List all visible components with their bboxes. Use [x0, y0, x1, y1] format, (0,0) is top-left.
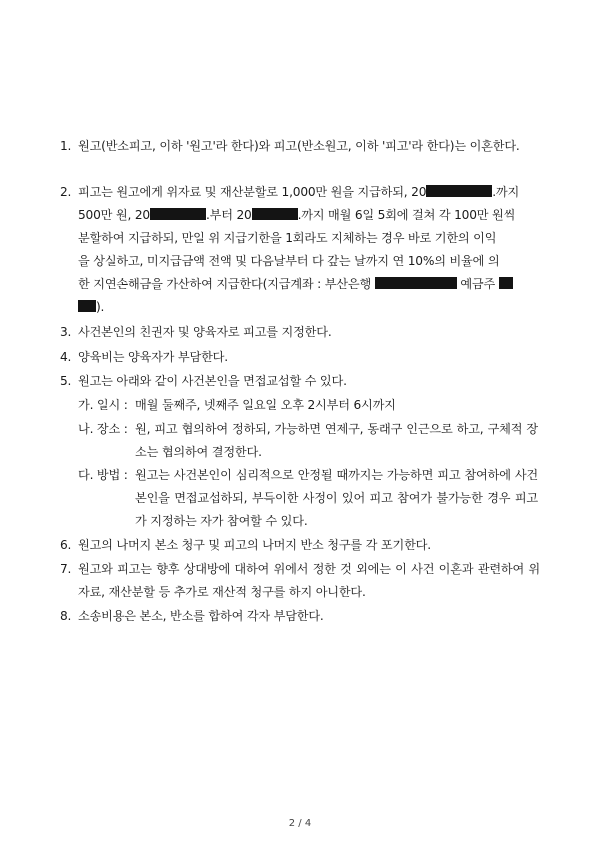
- text-fragment: .까지: [492, 185, 520, 199]
- clause-line: [78, 204, 540, 227]
- clause-text: 원고는 아래와 같이 사건본인을 면접교섭할 수 있다.: [78, 374, 347, 388]
- clause-number: 6.: [60, 538, 72, 552]
- clause-2: [60, 181, 540, 319]
- clause-text: 소송비용은 본소, 반소를 합하여 각자 부담한다.: [78, 609, 324, 623]
- text-fragment: 피고는 원고에게 위자료 및 재산분할로 1,000만 원을 지급하되, 20: [78, 185, 427, 199]
- clause-number: 8.: [60, 609, 72, 623]
- sub-label: 가. 일시 :: [78, 398, 128, 412]
- clause-line: [78, 250, 540, 273]
- clause-number: 2.: [60, 185, 72, 199]
- clause-number: 3.: [60, 325, 72, 339]
- clause-line: [78, 227, 540, 250]
- clause-3: [60, 321, 540, 344]
- clause-number: 5.: [60, 374, 72, 388]
- text-fragment: .까지 매월 6일 5회에 걸쳐 각 100만 원씩: [297, 208, 516, 222]
- clause-line: [78, 296, 540, 319]
- text-fragment: 한 지연손해금을 가산하여 지급한다(지급계좌 : 부산은행: [78, 277, 375, 291]
- clause-text: 원고(반소피고, 이하 '원고'라 한다)와 피고(반소원고, 이하 '피고'라 한다)는 이혼한다.: [78, 139, 520, 153]
- clause-7: [60, 558, 540, 604]
- text-fragment: ).: [96, 300, 105, 314]
- clause-text: 원고의 나머지 본소 청구 및 피고의 나머지 반소 청구를 각 포기한다.: [78, 538, 431, 552]
- clause-5: [60, 370, 540, 393]
- text-fragment: 500만 원, 20: [78, 208, 150, 222]
- text-fragment: 을 상실하고, 미지급금액 전액 및 다음날부터 다 갚는 날까지 연 10%의 비율에 의: [78, 254, 500, 268]
- clause-number: 4.: [60, 350, 72, 364]
- text-fragment: .부터 20: [205, 208, 252, 222]
- redaction-box: [252, 208, 298, 220]
- visitation-schedule: [78, 394, 538, 417]
- clause-8: [60, 605, 540, 628]
- clause-text: 양육비는 양육자가 부담한다.: [78, 350, 228, 364]
- clause-1: [60, 135, 540, 158]
- clause-number: 7.: [60, 562, 72, 576]
- sub-label: 나. 장소 :: [78, 422, 128, 436]
- sub-label: 다. 방법 :: [78, 468, 128, 482]
- text-fragment: 예금주: [456, 277, 499, 291]
- redaction-box: [150, 208, 206, 220]
- clause-line: [78, 181, 540, 204]
- clause-text: 사건본인의 친권자 및 양육자로 피고를 지정한다.: [78, 325, 332, 339]
- clause-text: 원고와 피고는 향후 상대방에 대하여 위에서 정한 것 외에는 이 사건 이혼과 관련하여 위자료, 재산분할 등 추가로 재산적 청구를 하지 아니한다.: [78, 562, 540, 599]
- page-number: 2 / 4: [288, 818, 312, 829]
- clause-4: [60, 346, 540, 369]
- sub-text: 원, 피고 협의하여 정하되, 가능하면 연제구, 동래구 인근으로 하고, 구체적 장소는 협의하여 결정한다.: [135, 422, 538, 459]
- redaction-box: [426, 185, 492, 197]
- redaction-box: [499, 277, 513, 289]
- clause-number: 1.: [60, 139, 72, 153]
- sub-text: 매월 둘째주, 넷째주 일요일 오후 2시부터 6시까지: [135, 398, 396, 412]
- text-fragment: 분할하여 지급하되, 만일 위 지급기한을 1회라도 지체하는 경우 바로 기한의 이익: [78, 231, 497, 245]
- clause-text: [78, 181, 540, 319]
- redaction-box: [78, 300, 96, 312]
- redaction-box: [375, 277, 457, 289]
- visitation-place: [78, 418, 538, 464]
- clause-line: [78, 273, 540, 296]
- clause-6: [60, 534, 540, 557]
- visitation-method: [78, 464, 538, 533]
- sub-text: 원고는 사건본인이 심리적으로 안정될 때까지는 가능하면 피고 참여하에 사건본인을 면접교섭하되, 부득이한 사정이 있어 피고 참여가 불가능한 경우 피고가 지정하는 자가 참여할 수 있다.: [135, 468, 538, 528]
